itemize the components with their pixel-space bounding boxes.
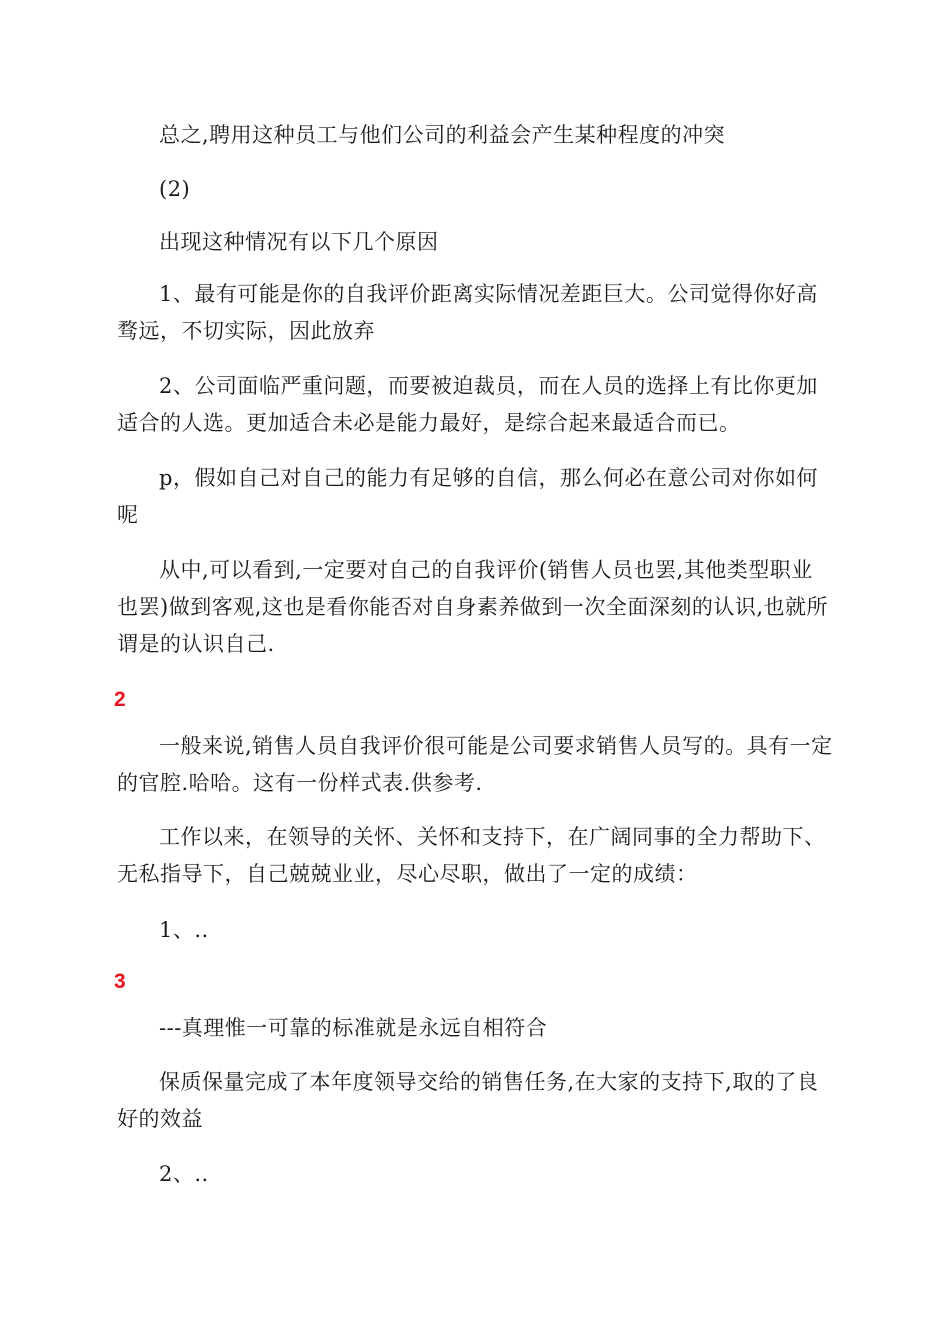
paragraph-list-item-1: 1、..: [159, 918, 209, 942]
paragraph-self-confidence: p，假如自己对自己的能力有足够的自信，那么何必在意公司对你如何呢: [117, 466, 818, 527]
paragraph-list-item-2: 2、..: [159, 1162, 209, 1186]
paragraph-reasons-intro: 出现这种情况有以下几个原因: [159, 230, 439, 254]
section-number-2: 2: [114, 688, 126, 711]
paragraph-item-2-marker: (2): [159, 177, 191, 201]
paragraph-sales-task: 保质保量完成了本年度领导交给的销售任务,在大家的支持下,取的了良好的效益: [117, 1070, 819, 1131]
paragraph-objective-evaluation: 从中,可以看到,一定要对自己的自我评价(销售人员也罢,其他类型职业也罢)做到客观,这也是看你能否对自身素养做到一次全面深刻的认识,也就所谓是的认识自己.: [117, 558, 829, 656]
paragraph-quote: ---真理惟一可靠的标准就是永远自相符合: [159, 1016, 548, 1040]
section-number-3: 3: [114, 970, 126, 993]
paragraph-sales-self-evaluation: 一般来说,销售人员自我评价很可能是公司要求销售人员写的。具有一定的官腔.哈哈。这有一份样式表.供参考.: [117, 734, 833, 795]
paragraph-reason-2: 2、公司面临严重问题，而要被迫裁员，而在人员的选择上有比你更加适合的人选。更加适合未必是能力最好，是综合起来最适合而已。: [117, 374, 818, 435]
paragraph-conclusion: 总之,聘用这种员工与他们公司的利益会产生某种程度的冲突: [159, 123, 726, 147]
paragraph-reason-1: 1、最有可能是你的自我评价距离实际情况差距巨大。公司觉得你好高骛远，不切实际，因此放弃: [117, 282, 818, 343]
paragraph-work-summary: 工作以来，在领导的关怀、关怀和支持下，在广阔同事的全力帮助下、无私指导下，自己兢兢业业，尽心尽职，做出了一定的成绩：: [117, 825, 826, 886]
